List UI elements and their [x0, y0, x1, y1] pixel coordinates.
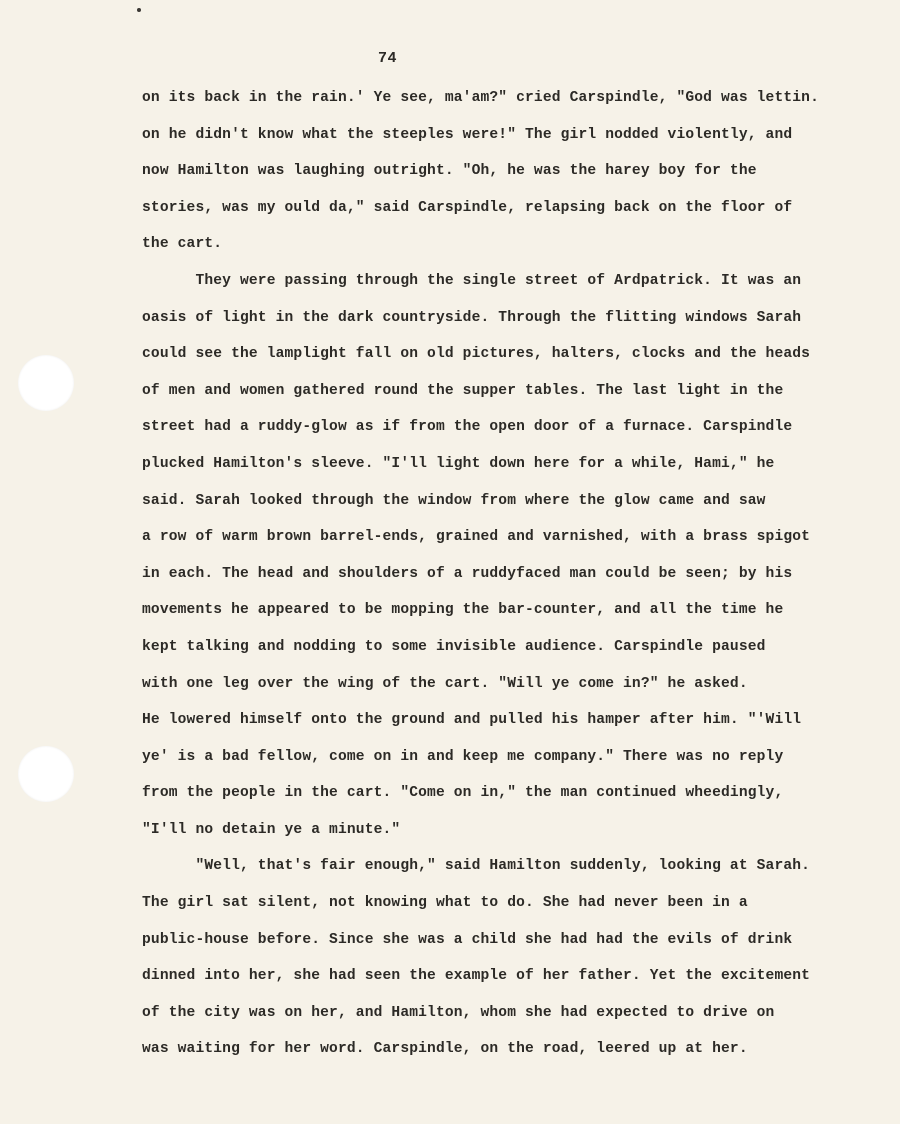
text-line: with one leg over the wing of the cart. "Will ye come in?" he asked. — [142, 675, 748, 692]
punch-hole-top — [18, 355, 74, 411]
text-line: stories, was my ould da," said Carspindle, relapsing back on the floor of — [142, 199, 793, 216]
punch-hole-bottom — [18, 746, 74, 802]
text-line: in each. The head and shoulders of a ruddyfaced man could be seen; by his — [142, 565, 793, 582]
typescript-body — [142, 88, 882, 1076]
text-line: He lowered himself onto the ground and pulled his hamper after him. "'Will — [142, 712, 802, 729]
ink-speck — [137, 8, 141, 12]
text-line: oasis of light in the dark countryside. Through the flitting windows Sarah — [142, 309, 802, 326]
text-line: kept talking and nodding to some invisible audience. Carspindle paused — [142, 638, 766, 655]
text-line: said. Sarah looked through the window from where the glow came and saw — [142, 492, 766, 509]
text-line: dinned into her, she had seen the example of her father. Yet the excitement — [142, 968, 811, 985]
text-line: "I'll no detain ye a minute." — [142, 821, 401, 838]
text-line: ye' is a bad fellow, come on in and keep me company." There was no reply — [142, 748, 784, 765]
text-line: could see the lamplight fall on old pictures, halters, clocks and the heads — [142, 346, 811, 363]
text-line: now Hamilton was laughing outright. "Oh, he was the harey boy for the — [142, 163, 757, 180]
text-line: of the city was on her, and Hamilton, whom she had expected to drive on — [142, 1004, 775, 1021]
text-line: on he didn't know what the steeples were!" The girl nodded violently, and — [142, 126, 793, 143]
text-line: was waiting for her word. Carspindle, on the road, leered up at her. — [142, 1041, 748, 1058]
text-line: movements he appeared to be mopping the bar-counter, and all the time he — [142, 602, 784, 619]
text-line: street had a ruddy-glow as if from the open door of a furnace. Carspindle — [142, 419, 793, 436]
text-line: public-house before. Since she was a child she had had the evils of drink — [142, 931, 793, 948]
page-number: 74 — [377, 50, 397, 67]
text-line: of men and women gathered round the supper tables. The last light in the — [142, 382, 784, 399]
text-line: the cart. — [142, 236, 223, 253]
text-line: on its back in the rain.' Ye see, ma'am?" cried Carspindle, "God was lettin. — [142, 90, 819, 106]
text-line: a row of warm brown barrel-ends, grained and varnished, with a brass spigot — [142, 529, 811, 546]
text-line: "Well, that's fair enough," said Hamilton suddenly, looking at Sarah. — [142, 858, 811, 875]
text-line: from the people in the cart. "Come on in," the man continued wheedingly, — [142, 785, 784, 802]
text-line: The girl sat silent, not knowing what to do. She had never been in a — [142, 895, 748, 912]
text-line: plucked Hamilton's sleeve. "I'll light down here for a while, Hami," he — [142, 455, 775, 472]
text-line: They were passing through the single street of Ardpatrick. It was an — [142, 272, 802, 289]
